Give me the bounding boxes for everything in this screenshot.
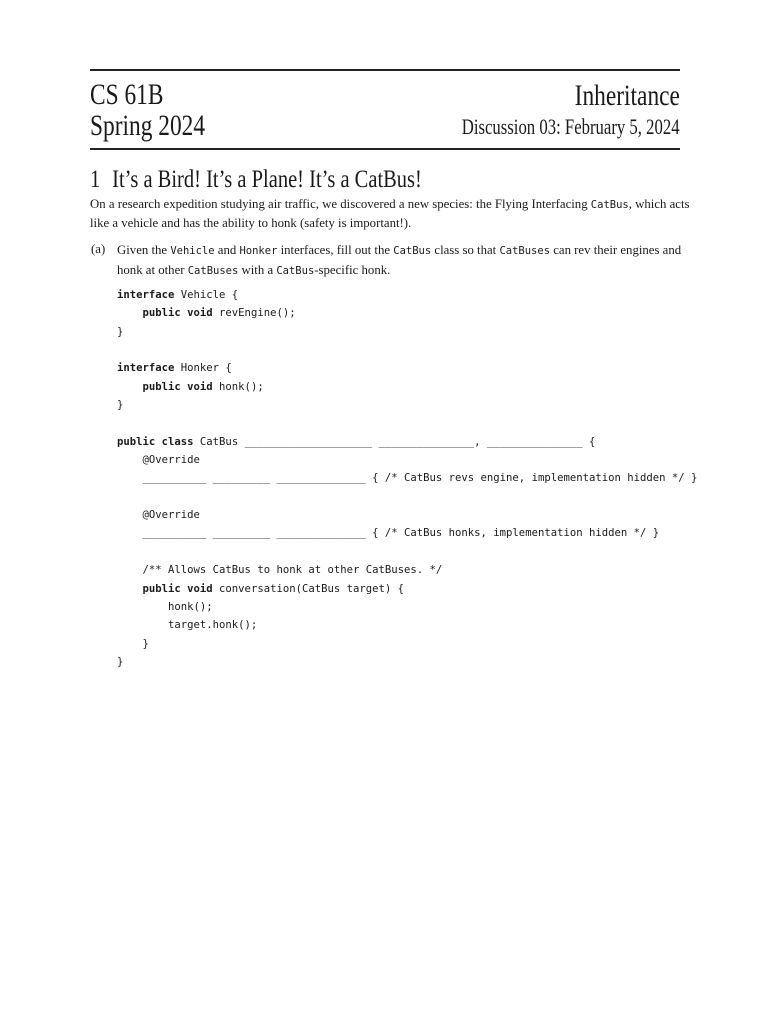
qa-text: interfaces, fill out the bbox=[277, 243, 394, 257]
code-line: public void honk(); bbox=[117, 380, 264, 393]
code-line: honk(); bbox=[117, 600, 213, 613]
code-blank-line bbox=[117, 543, 697, 561]
header-top-rule bbox=[90, 69, 680, 71]
code-line: } bbox=[117, 637, 149, 650]
header-bottom-rule bbox=[90, 148, 680, 150]
discussion-label: Discussion 03: February 5, 2024 bbox=[462, 114, 680, 139]
section-heading bbox=[90, 166, 422, 194]
code-line: public void revEngine(); bbox=[117, 307, 296, 320]
code-line: } bbox=[117, 399, 124, 412]
code-line: interface Honker { bbox=[117, 362, 232, 375]
qa-code: CatBuses bbox=[499, 245, 551, 257]
qa-text: -specific honk. bbox=[314, 262, 391, 277]
code-blank-line bbox=[117, 488, 697, 506]
code-comment-line: /** Allows CatBus to honk at other CatBuses. */ bbox=[117, 564, 443, 577]
code-line: @Override bbox=[117, 509, 200, 522]
code-line: public void conversation(CatBus target) { bbox=[117, 582, 405, 595]
intro-paragraph bbox=[90, 195, 690, 232]
code-line: __________ _________ ______________ { /* CatBus revs engine, implementation hidden */ } bbox=[117, 472, 698, 485]
term-label: Spring 2024 bbox=[90, 109, 206, 142]
intro-text-1: On a research expedition studying air traffic, we discovered a new species: the Flying Interfacing bbox=[90, 197, 591, 211]
code-line: interface Vehicle { bbox=[117, 289, 239, 301]
code-line: __________ _________ ______________ { /* CatBus honks, implementation hidden */ } bbox=[117, 527, 660, 540]
qa-code: CatBus bbox=[276, 264, 315, 277]
question-a-text bbox=[117, 241, 687, 280]
code-line: public class CatBus ____________________ _______________, _______________ { bbox=[117, 435, 596, 448]
qa-code: CatBus bbox=[393, 245, 432, 257]
code-blank-line bbox=[117, 341, 697, 359]
question-a-label: (a) bbox=[91, 242, 106, 256]
section-number: 1 bbox=[90, 166, 101, 193]
qa-code: Honker bbox=[239, 245, 278, 257]
qa-text: and bbox=[214, 243, 240, 257]
code-block bbox=[117, 286, 697, 671]
qa-text: class so that bbox=[431, 243, 500, 257]
code-line: } bbox=[117, 655, 124, 668]
course-title: CS 61B bbox=[90, 78, 164, 111]
qa-text: Given the bbox=[117, 243, 171, 257]
code-blank-line bbox=[117, 414, 697, 432]
code-line: @Override bbox=[117, 454, 200, 467]
topic-title: Inheritance bbox=[574, 79, 680, 112]
code-line: } bbox=[117, 325, 124, 338]
qa-code: CatBuses bbox=[187, 264, 239, 277]
qa-code: Vehicle bbox=[170, 245, 215, 257]
qa-text: with a bbox=[238, 262, 277, 277]
code-line: target.honk(); bbox=[117, 619, 258, 632]
qa-text: can rev their engines and honk at other bbox=[117, 243, 682, 277]
section-title: It’s a Bird! It’s a Plane! It’s a CatBus! bbox=[112, 166, 422, 193]
intro-code-catbus: CatBus bbox=[590, 199, 629, 211]
intro-text-2: , which acts like a vehicle and has the ability to honk (safety is important!). bbox=[90, 197, 690, 230]
